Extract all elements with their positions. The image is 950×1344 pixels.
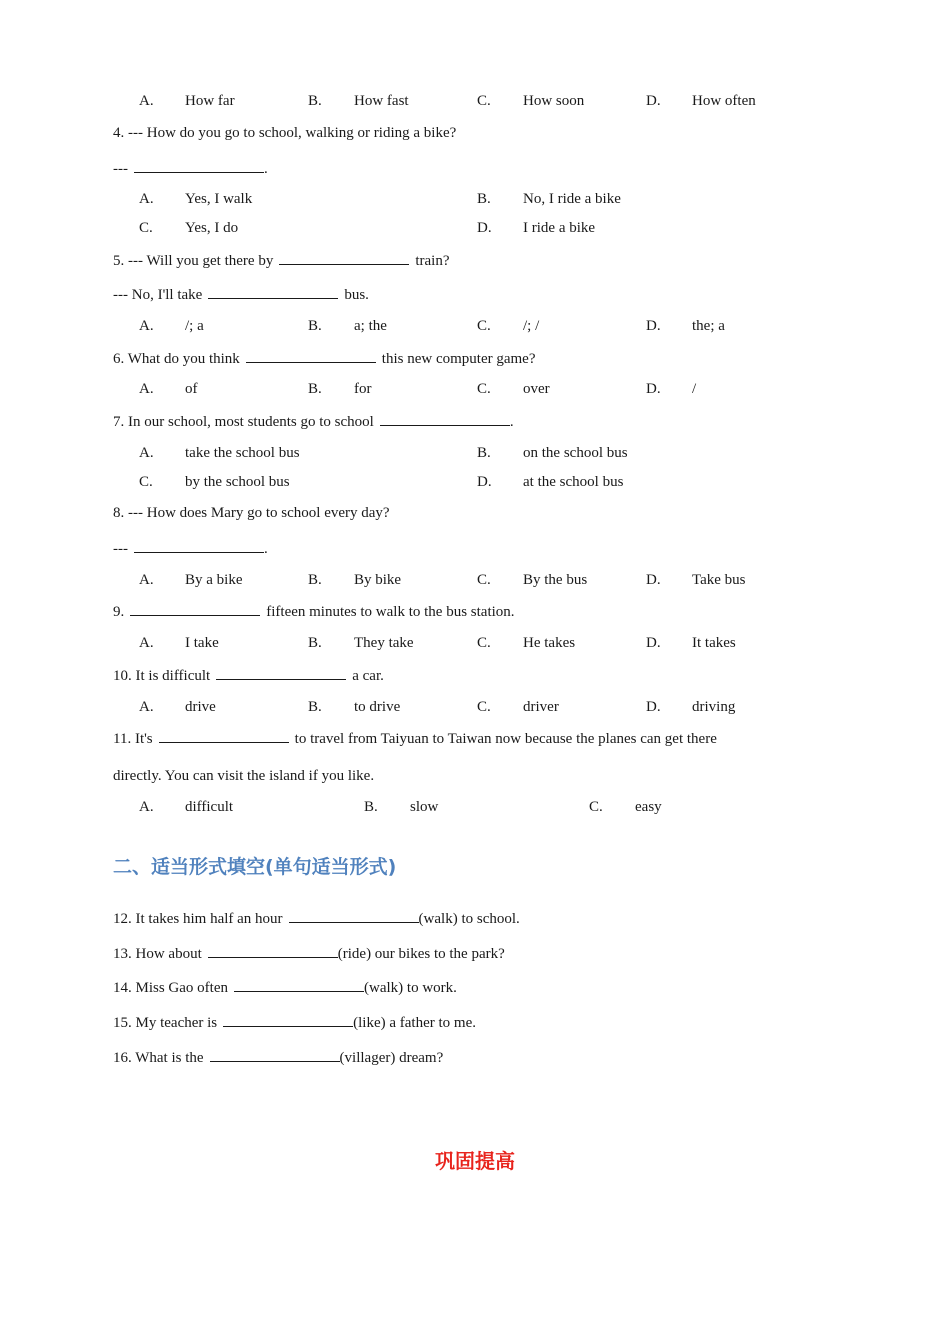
option-letter: A.	[139, 381, 154, 397]
option-letter: B.	[308, 93, 322, 109]
option-letter: D.	[646, 699, 661, 715]
question-4-answer-line	[113, 158, 268, 179]
stem-text: 14. Miss Gao often	[113, 980, 228, 996]
answer-blank[interactable]	[134, 538, 264, 553]
option-text: Take bus	[692, 572, 746, 588]
punct: .	[264, 541, 268, 557]
option-text: driving	[692, 699, 736, 715]
stem-text: (villager) dream?	[339, 1050, 444, 1066]
stem-text: 12. It takes him half an hour	[113, 911, 283, 927]
stem-text: bus.	[344, 287, 369, 303]
option-text: drive	[185, 699, 216, 715]
fill-item-13	[113, 943, 505, 964]
option-text: Yes, I do	[185, 220, 239, 236]
option-letter: D.	[646, 635, 661, 651]
option-text: easy	[635, 799, 662, 815]
option-letter: C.	[477, 318, 491, 334]
answer-blank[interactable]	[159, 728, 289, 743]
option-letter: A.	[139, 191, 154, 207]
option-letter: A.	[139, 635, 154, 651]
stem-text: 7. In our school, most students go to school	[113, 414, 374, 430]
option-text: How often	[692, 93, 756, 109]
option-letter: C.	[477, 699, 491, 715]
answer-blank[interactable]	[289, 908, 419, 923]
fill-item-14	[113, 977, 457, 998]
option-letter: D.	[477, 220, 492, 236]
stem-text: 6. What do you think	[113, 351, 240, 367]
option-text: slow	[410, 799, 439, 815]
option-text: How fast	[354, 93, 409, 109]
option-letter: C.	[477, 572, 491, 588]
option-letter: C.	[139, 474, 153, 490]
question-5-stem	[113, 250, 449, 271]
stem-text: 11. It's	[113, 731, 153, 747]
question-4-stem: 4. --- How do you go to school, walking or riding a bike?	[113, 125, 457, 141]
answer-blank[interactable]	[279, 250, 409, 265]
option-text: at the school bus	[523, 474, 624, 490]
dash: ---	[113, 541, 128, 557]
option-letter: B.	[477, 191, 491, 207]
option-text: difficult	[185, 799, 234, 815]
option-letter: B.	[308, 318, 322, 334]
consolidate-heading: 巩固提高	[435, 1149, 515, 1173]
option-letter: B.	[477, 445, 491, 461]
option-letter: C.	[589, 799, 603, 815]
option-letter: A.	[139, 93, 154, 109]
answer-blank[interactable]	[134, 158, 264, 173]
answer-blank[interactable]	[208, 943, 338, 958]
answer-blank[interactable]	[216, 665, 346, 680]
answer-blank[interactable]	[223, 1012, 353, 1027]
option-letter: C.	[477, 381, 491, 397]
option-letter: A.	[139, 699, 154, 715]
question-10-stem	[113, 665, 384, 686]
stem-text: to travel from Taiyuan to Taiwan now because the planes can get there	[294, 731, 717, 747]
stem-text: fifteen minutes to walk to the bus station.	[266, 604, 515, 620]
punct: .	[264, 161, 268, 177]
option-text: How far	[185, 93, 235, 109]
answer-blank[interactable]	[246, 348, 376, 363]
option-text: They take	[354, 635, 414, 651]
option-letter: B.	[308, 699, 322, 715]
option-letter: A.	[139, 445, 154, 461]
option-letter: B.	[308, 572, 322, 588]
stem-text: (walk) to school.	[418, 911, 520, 927]
option-letter: A.	[139, 799, 154, 815]
option-letter: C.	[139, 220, 153, 236]
stem-text: 15. My teacher is	[113, 1015, 218, 1031]
stem-text: 13. How about	[113, 946, 202, 962]
fill-item-15	[113, 1012, 476, 1033]
option-letter: B.	[308, 381, 322, 397]
stem-text: (like) a father to me.	[353, 1015, 476, 1031]
option-letter: D.	[646, 381, 661, 397]
stem-text: (walk) to work.	[364, 980, 457, 996]
fill-item-16	[113, 1047, 443, 1068]
answer-blank[interactable]	[234, 977, 364, 992]
stem-text: 9.	[113, 604, 125, 620]
punct: .	[509, 414, 514, 430]
option-text: a; the	[354, 318, 387, 334]
option-letter: B.	[308, 635, 322, 651]
option-text: It takes	[692, 635, 736, 651]
stem-text: --- No, I'll take	[113, 287, 203, 303]
option-letter: D.	[646, 93, 661, 109]
option-text: for	[354, 381, 372, 397]
option-letter: B.	[364, 799, 378, 815]
option-text: By the bus	[523, 572, 588, 588]
option-text: /; a	[185, 318, 204, 334]
answer-blank[interactable]	[208, 284, 338, 299]
option-text: over	[523, 381, 550, 397]
option-text: to drive	[354, 699, 401, 715]
question-11-stem-continued: directly. You can visit the island if you like.	[113, 768, 375, 784]
option-text: /; /	[523, 318, 540, 334]
section-2-heading: 二、适当形式填空(单句适当形式)	[113, 856, 397, 878]
option-letter: D.	[646, 318, 661, 334]
option-text: by the school bus	[185, 474, 290, 490]
question-8-stem: 8. --- How does Mary go to school every day?	[113, 505, 390, 521]
fill-item-12	[113, 908, 520, 929]
question-9-stem	[113, 601, 515, 622]
stem-text: 10. It is difficult	[113, 668, 211, 684]
option-text: of	[185, 381, 198, 397]
question-8-answer-line	[113, 538, 268, 559]
question-6-stem	[113, 348, 536, 369]
option-text: By bike	[354, 572, 402, 588]
option-text: take the school bus	[185, 445, 300, 461]
option-text: on the school bus	[523, 445, 628, 461]
dash: ---	[113, 161, 128, 177]
stem-text: 5. --- Will you get there by	[113, 253, 274, 269]
answer-blank[interactable]	[130, 601, 260, 616]
option-text: He takes	[523, 635, 576, 651]
stem-text: a car.	[352, 668, 384, 684]
option-text: I ride a bike	[523, 220, 596, 236]
option-text: driver	[523, 699, 559, 715]
option-letter: D.	[477, 474, 492, 490]
question-5-reply	[113, 284, 369, 305]
stem-text: (ride) our bikes to the park?	[337, 946, 505, 962]
stem-text: this new computer game?	[381, 351, 536, 367]
option-text: No, I ride a bike	[523, 191, 621, 207]
option-text: /	[692, 381, 697, 397]
answer-blank[interactable]	[380, 411, 510, 426]
option-text: I take	[185, 635, 219, 651]
option-text: the; a	[692, 318, 725, 334]
stem-text: 16. What is the	[113, 1050, 204, 1066]
answer-blank[interactable]	[210, 1047, 340, 1062]
option-letter: C.	[477, 635, 491, 651]
question-11-stem	[113, 728, 717, 749]
option-text: By a bike	[185, 572, 243, 588]
option-letter: C.	[477, 93, 491, 109]
option-text: How soon	[523, 93, 585, 109]
question-7-stem	[113, 411, 514, 432]
option-letter: D.	[646, 572, 661, 588]
option-letter: A.	[139, 572, 154, 588]
option-text: Yes, I walk	[185, 191, 253, 207]
stem-text: train?	[415, 253, 450, 269]
option-letter: A.	[139, 318, 154, 334]
